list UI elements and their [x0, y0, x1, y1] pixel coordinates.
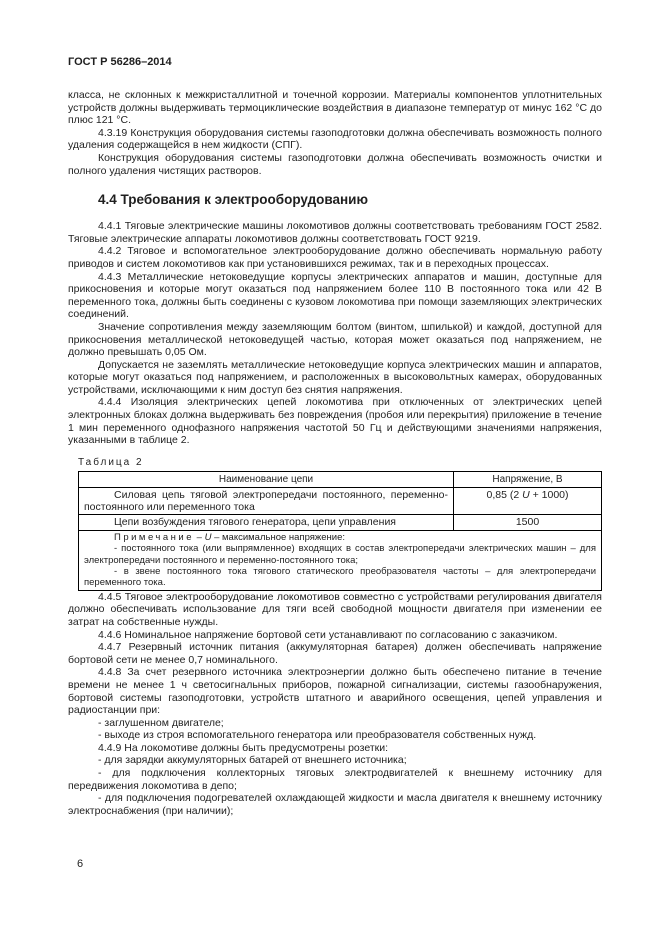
voltage-formula-suffix: + 1000)	[529, 488, 569, 501]
paragraph-4-3-19: 4.3.19 Конструкция оборудования системы газоподготовки должна обеспечивать возможность полного удаления содержащейся в нем жидкости (СПГ).	[68, 126, 602, 152]
paragraph-4-4-4: 4.4.4 Изоляция электрических цепей локомотива при отключенных от электрических цепей электронных блоках должна выдерживать без повреждения (пробоя или перекрытия) приложение в течение 1 мин переменного однофазного напряжения частотой 50 Гц и действующими значениями напряжения, указанными в таблице 2.	[68, 396, 602, 447]
voltage-value-cell	[454, 487, 602, 515]
note-dash: –	[194, 531, 205, 543]
paragraph-4-4-8: 4.4.8 За счет резервного источника электроэнергии должно быть обеспечено питание в течение времени не менее 1 ч светосигнальных приборов, пожарной сигнализации, системы газообнаружения, бортовой системы газоподготовки, устройств штатного и аварийного освещения, цепей управления и радиостанции при:	[68, 666, 602, 717]
list-item: - для подключения подогревателей охлаждающей жидкости и масла двигателя к внешнему источнику электроснабжения (при наличии);	[68, 792, 602, 817]
paragraph-4-4-3-grounding-exception: Допускается не заземлять металлические нетоковедущие корпуса электрических машин и аппаратов, которые могут оказаться под напряжением, и расположенных в высоковольтных камерах, оборудованных устройствами, исключающими к ним доступ без снятия напряжения.	[68, 358, 602, 396]
table-2-block	[78, 457, 602, 591]
table-row	[79, 487, 602, 515]
paragraph-4-4-2: 4.4.2 Тяговое и вспомогательное электрооборудование должно обеспечивать нормальную работу приводов и систем локомотивов как при установившихся режимах, так и в переходных процессах.	[68, 245, 602, 270]
voltage-table	[78, 471, 602, 591]
column-header-circuit-name: Наименование цепи	[79, 471, 454, 487]
list-item: - для зарядки аккумуляторных батарей от внешнего источника;	[98, 754, 407, 767]
paragraph-4-4-5: 4.4.5 Тяговое электрооборудование локомотивов совместно с устройствами регулирования двигателя должно обеспечивать использование для тяги всей свободной мощности двигателя при изменении ее затрат на собственные нужды.	[68, 590, 602, 628]
section-heading: 4.4 Требования к электрооборудованию	[98, 192, 369, 208]
note-label: Примечание	[114, 531, 194, 543]
note-intro-line	[84, 532, 596, 543]
note-u-symbol: U	[204, 531, 212, 543]
paragraph-4-4-3-resistance: Значение сопротивления между заземляющим болтом (винтом, шпилькой) и каждой, доступной для прикосновения металлической нетоковедущей частью, которая может оказаться под напряжением, не должно превышать 0,05 Ом.	[68, 320, 602, 359]
list-item: - выходе из строя вспомогательного генератора или преобразователя собственных нужд.	[98, 729, 537, 742]
list-item: - заглушенном двигателе;	[98, 716, 224, 729]
voltage-value-cell: 1500	[454, 515, 602, 530]
table-note-row	[79, 530, 602, 590]
paragraph-4-4-6: 4.4.6 Номинальное напряжение бортовой сети устанавливают по согласованию с заказчиком.	[98, 628, 558, 641]
note-item: - в звене постоянного тока тягового статического преобразователя частоты – для электропередачи переменного тока.	[84, 565, 596, 589]
paragraph-4-4-9: 4.4.9 На локомотиве должны быть предусмотрены розетки:	[98, 741, 389, 754]
paragraph-continuation: класса, не склонных к межкристаллитной и точечной коррозии. Материалы компонентов уплотнительных устройств должны выдерживать термоциклические воздействия в диапазоне температур от минус 162 °С до плюс 121 °С.	[68, 89, 602, 127]
paragraph-4-3-19-cont: Конструкция оборудования системы газоподготовки должна обеспечивать возможность очистки и полного удаления чистящих растворов.	[68, 151, 602, 177]
column-header-voltage: Напряжение, В	[454, 471, 602, 487]
paragraph-4-4-3: 4.4.3 Металлические нетоковедущие корпусы электрических аппаратов и машин, доступные для прикосновения и которые могут оказаться под напряжением более 110 В постоянного тока или 42 В переменного тока, должны быть соединены с кузовом локомотива при помощи заземляющих электрических соединений.	[68, 270, 602, 321]
voltage-formula-u: U	[522, 488, 530, 501]
voltage-formula-prefix: 0,85 (2	[486, 488, 523, 501]
page-number: 6	[77, 858, 84, 870]
page-header: ГОСТ Р 56286–2014	[68, 56, 172, 68]
circuit-name-cell: Силовая цепь тяговой электропередачи постоянного, переменно-постоянного или переменного тока	[79, 487, 454, 515]
table-row	[79, 515, 602, 530]
list-item: - для подключения коллекторных тяговых электродвигателей к внешнему источнику для передвижения локомотива в депо;	[68, 767, 602, 792]
table-header-row	[79, 471, 602, 487]
table-label: Таблица 2	[78, 456, 144, 468]
paragraph-4-4-1: 4.4.1 Тяговые электрические машины локомотивов должны соответствовать требованиям ГОСТ 2582. Тяговые электрические аппараты локомотивов должны соответствовать ГОСТ 9219.	[68, 220, 602, 245]
note-intro-text: – максимальное напряжение:	[211, 531, 346, 543]
paragraph-4-4-7: 4.4.7 Резервный источник питания (аккумуляторная батарея) должен обеспечивать напряжение бортовой сети не менее 0,7 номинального.	[68, 641, 602, 666]
note-item: - постоянного тока (или выпрямленное) входящих в состав электропередачи электрических машин – для электропередачи постоянного и переменно-постоянного тока;	[84, 543, 596, 566]
circuit-name-cell: Цепи возбуждения тягового генератора, цепи управления	[79, 515, 454, 530]
table-note-cell	[79, 530, 602, 590]
